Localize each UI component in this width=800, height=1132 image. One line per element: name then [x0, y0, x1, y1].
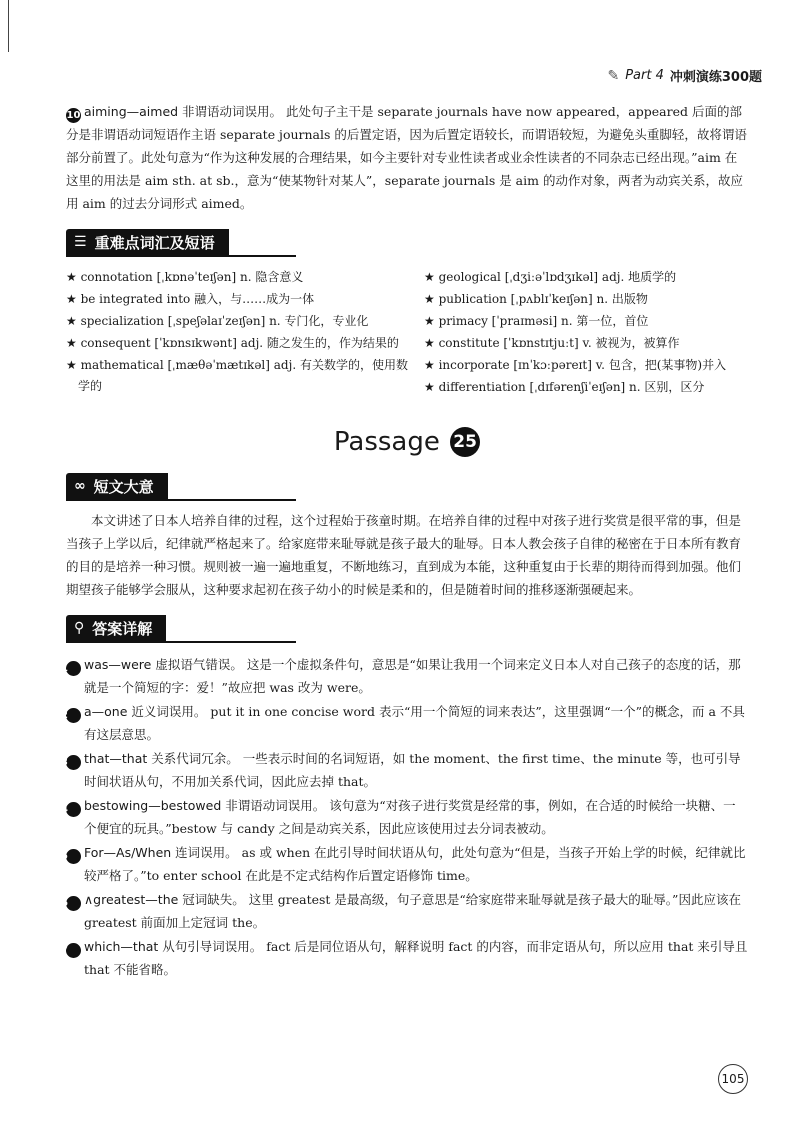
answer-text: 该句意为“对孩子进行奖赏是经常的事，例如，在合适的时候给一块糖、一个便宜的玩具。”bestow 与 candy 之间是动宾关系，因此应该使用过去分词表被动。 — [84, 798, 736, 836]
intro-label: aiming—aimed 非谓语动词误用。 — [84, 104, 283, 119]
answer-label: ∧greatest—the 冠词缺失。 — [84, 892, 245, 907]
item-number: 10 — [66, 110, 81, 121]
answer-label: that—that 关系代词冗余。 — [84, 751, 239, 766]
leaf-icon: ✎ — [607, 67, 620, 84]
answer-label: bestowing—bestowed 非谓语动词误用。 — [84, 798, 326, 813]
passage-label: Passage — [333, 427, 440, 457]
answer-text: 这里 greatest 是最高级，句子意思是“给家庭带来耻辱就是孩子最大的耻辱。”因此应该在 greatest 前面加上定冠词 the。 — [84, 892, 741, 930]
item-number: 6 — [66, 896, 81, 911]
item-number: 5 — [66, 849, 81, 864]
vocab-item: ★ constitute [ˈkɒnstɪtjuːt] v. 被视为，被算作 — [424, 336, 680, 350]
item-number: 4 — [66, 802, 81, 817]
magnifier-icon: ⚲ — [74, 620, 85, 636]
vocab-title: 重难点词汇及短语 — [94, 233, 215, 252]
vocab-banner — [66, 229, 296, 257]
answer-text: 这是一个虚拟条件句，意思是“如果让我用一个词来定义日本人对自己孩子的态度的话，那就是一个简短的字：爱！”故应把 was 改为 were。 — [84, 657, 741, 695]
answer-item — [61, 841, 748, 887]
answer-text: 一些表示时间的名词短语，如 the moment、the first time、the minute 等，也可引导时间状语从句，不用加关系代词，因此应去掉 that。 — [84, 751, 741, 789]
intro-text: 此处句子主干是 separate journals have now appeared，appeared 后面的部分是非谓语动词短语作主语 separate journals 的后置定语，因为后置定语较长，而谓语较短，为避免头重脚轻，故将谓语部分前置了。此处句意为“作为这种发展的合理结果，如今主要针对专业性读者或业余性读者的不同杂志已经出现。”aim 在这里的用法是 aim sth. at sb.，意为“使某物针对某人”，separate journals 是 aim 的动作对象，两者为动宾关系，故应用 aim 的过去分词形式 aimed。 — [66, 104, 747, 211]
header-part: Part 4 — [625, 68, 664, 83]
list-icon: ☰ — [74, 234, 87, 250]
vocab-item: ★ connotation [ˌkɒnəˈteɪʃən] n. 隐含意义 — [66, 270, 304, 284]
item-number: 3 — [66, 755, 81, 770]
page-number: 105 — [718, 1064, 748, 1094]
answer-label: was—were 虚拟语气错误。 — [84, 657, 243, 672]
vocab-item: ★ incorporate [ɪnˈkɔːpəreɪt] v. 包含，把(某事物)并入 — [424, 358, 727, 372]
vocab-column-left — [66, 267, 416, 399]
vocab-item: ★ publication [ˌpʌblɪˈkeɪʃən] n. 出版物 — [424, 292, 648, 306]
summary-banner — [66, 473, 296, 501]
vocab-item: ★ differentiation [ˌdɪfərenʃiˈeɪʃən] n. 区别，区分 — [424, 380, 705, 394]
answer-list — [61, 653, 748, 981]
answer-item — [61, 700, 748, 746]
answer-text: put it in one concise word 表示“用一个简短的词来表达”，这里强调“一个”的概念，而 a 不具有这层意思。 — [84, 704, 745, 742]
intro-paragraph — [66, 100, 748, 215]
answer-item — [61, 935, 748, 981]
page-header — [607, 66, 762, 85]
answer-item — [61, 888, 748, 934]
answer-label: For—As/When 连词误用。 — [84, 845, 238, 860]
vocab-item: ★ consequent [ˈkɒnsɪkwənt] adj. 随之发生的，作为结果的 — [66, 336, 399, 350]
vocab-item: ★ specialization [ˌspeʃəlaɪˈzeɪʃən] n. 专门化，专业化 — [66, 314, 369, 328]
passage-heading — [66, 427, 748, 457]
answer-item — [61, 653, 748, 699]
answer-text: as 或 when 在此引导时间状语从句，此处句意为“但是，当孩子开始上学的时候，纪律就比较严格了。”to enter school 在此是不定式结构作后置定语修饰 time。 — [84, 845, 746, 883]
vocab-list — [66, 267, 748, 399]
answer-item — [61, 794, 748, 840]
vocab-item: ★ geological [ˌdʒiːəˈlɒdʒɪkəl] adj. 地质学的 — [424, 270, 677, 284]
answer-banner — [66, 615, 296, 643]
answer-text: fact 后是同位语从句，解释说明 fact 的内容，而非定语从句，所以应用 that 来引导且 that 不能省略。 — [84, 939, 748, 977]
summary-text: 本文讲述了日本人培养自律的过程，这个过程始于孩童时期。在培养自律的过程中对孩子进行奖赏是很平常的事，但是当孩子上学以后，纪律就严格起来了。给家庭带来耻辱就是孩子最大的耻辱。日本人教会孩子自律的秘密在于日本所有教育的目的是培养一种习惯。规则被一遍一遍地重复，不断地练习，直到成为本能，这种重复由于长辈的期待而得到加强。他们期望孩子能够学会服从，这种要求起初在孩子幼小的时候是柔和的，但是随着时间的推移逐渐强硬起来。 — [66, 513, 742, 597]
answer-title: 答案详解 — [92, 619, 153, 638]
vocab-column-right — [424, 267, 748, 399]
passage-number: 25 — [450, 427, 480, 457]
item-number: 7 — [66, 943, 81, 958]
page-content — [61, 100, 748, 982]
summary-title: 短文大意 — [93, 477, 154, 496]
vocab-item: ★ be integrated into 融入，与……成为一体 — [66, 292, 315, 306]
vocab-item: ★ mathematical [ˌmæθəˈmætɪkəl] adj. 有关数学的，使用数学的 — [66, 358, 408, 393]
item-number: 1 — [66, 661, 81, 676]
answer-label: which—that 从句引导词误用。 — [84, 939, 263, 954]
vocab-item: ★ primacy [ˈpraɪməsi] n. 第一位，首位 — [424, 314, 649, 328]
answer-item — [61, 747, 748, 793]
answer-label: a—one 近义词误用。 — [84, 704, 207, 719]
item-number: 2 — [66, 708, 81, 723]
header-title: 冲刺演练300题 — [669, 70, 762, 85]
margin-line — [8, 0, 9, 52]
link-icon: ∞ — [74, 478, 86, 494]
